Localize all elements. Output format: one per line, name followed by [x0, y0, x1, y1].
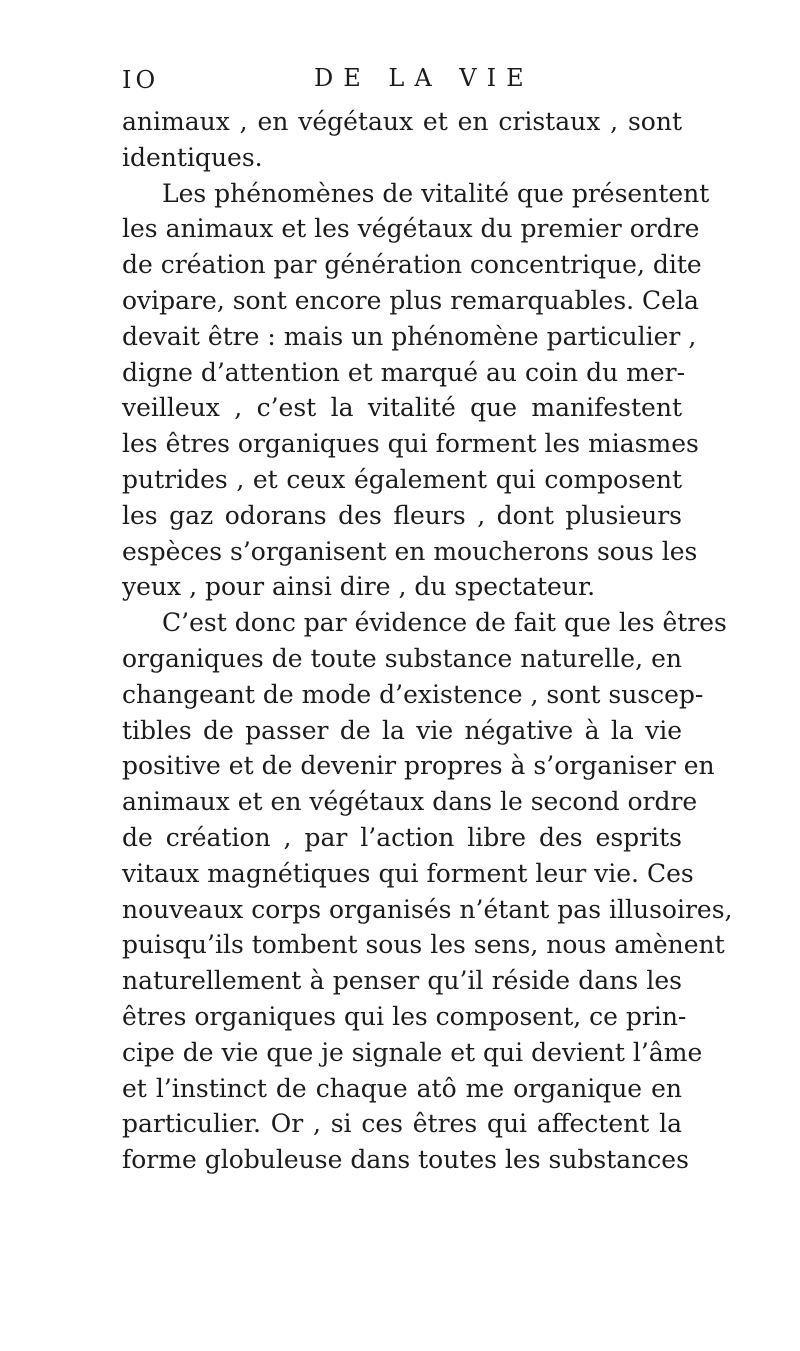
- text-line: cipe de vie que je signale et qui devient l’âme: [122, 1037, 703, 1067]
- body-text: [122, 104, 733, 1178]
- text-line: devait être : mais un phénomène particulier ,: [122, 321, 697, 351]
- text-line: putrides , et ceux également qui composent: [122, 464, 682, 494]
- text-line: veilleux , c’est la vitalité que manifestent: [122, 393, 682, 423]
- text-line: les gaz odorans des fleurs , dont plusieurs: [122, 500, 682, 530]
- text-line: et l’instinct de chaque atô me organique en: [122, 1073, 682, 1103]
- text-line: les êtres organiques qui forment les miasmes: [122, 429, 699, 459]
- text-line: ovipare, sont encore plus remarquables. Cela: [122, 285, 699, 315]
- text-line: digne d’attention et marqué au coin du mer-: [122, 357, 686, 387]
- page-header: [122, 64, 682, 100]
- paragraph-start-line: C’est donc par évidence de fait que les êtres: [162, 608, 727, 638]
- page-number: IO: [122, 66, 160, 94]
- text-line: animaux , en végétaux et en cristaux , sont: [122, 107, 682, 136]
- text-line: de création par génération concentrique, dite: [122, 250, 702, 280]
- paragraph-start-line: Les phénomènes de vitalité que présentent: [162, 178, 710, 208]
- text-line: nouveaux corps organisés n’étant pas illusoires,: [122, 894, 733, 924]
- text-line: espèces s’organisent en moucherons sous les: [122, 536, 698, 566]
- text-line: vitaux magnétiques qui forment leur vie. Ces: [122, 858, 694, 888]
- text-line: identiques.: [122, 142, 263, 172]
- text-line: êtres organiques qui les composent, ce prin-: [122, 1001, 687, 1031]
- text-line: puisqu’ils tombent sous les sens, nous amènent: [122, 930, 725, 960]
- text-line: naturellement à penser qu’il réside dans les: [122, 966, 682, 996]
- text-line: animaux et en végétaux dans le second ordre: [122, 787, 698, 817]
- running-title: DE LA VIE: [314, 64, 534, 92]
- text-line: les animaux et les végétaux du premier ordre: [122, 214, 700, 244]
- text-line: positive et de devenir propres à s’organiser en: [122, 751, 715, 781]
- text-line: de création , par l’action libre des esprits: [122, 822, 682, 852]
- text-line: yeux , pour ainsi dire , du spectateur.: [122, 572, 596, 602]
- text-line: particulier. Or , si ces êtres qui affectent la: [122, 1109, 682, 1139]
- text-line: changeant de mode d’existence , sont suscep-: [122, 679, 704, 709]
- text-line: tibles de passer de la vie négative à la vie: [122, 715, 682, 745]
- text-line: organiques de toute substance naturelle, en: [122, 643, 682, 673]
- text-line: forme globuleuse dans toutes les substances: [122, 1145, 689, 1175]
